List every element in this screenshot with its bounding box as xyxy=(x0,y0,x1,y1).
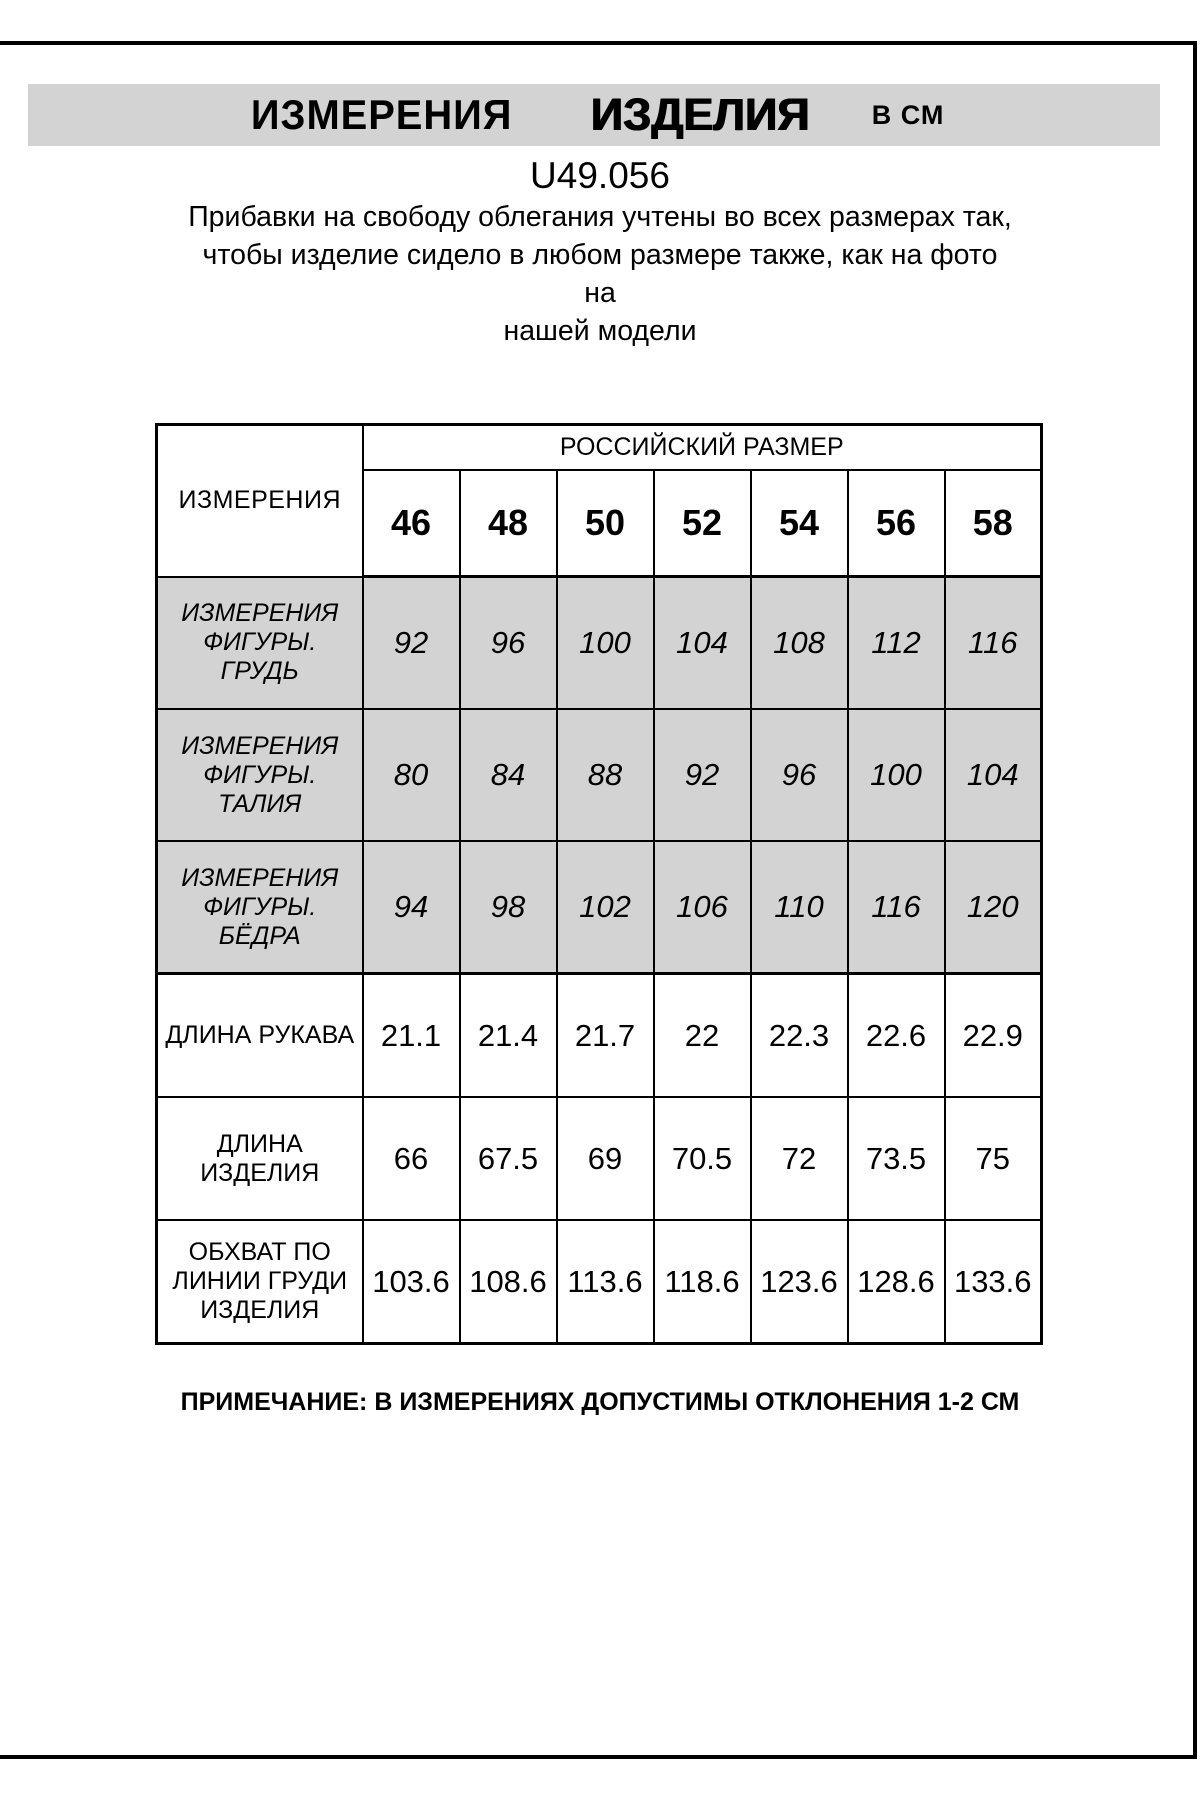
row-label-body-hips: ИЗМЕРЕНИЯ ФИГУРЫ. БЁДРА xyxy=(157,841,363,974)
table-cell: 22.3 xyxy=(751,974,848,1098)
row-label-chest-girth: ОБХВАТ ПО ЛИНИИ ГРУДИ ИЗДЕЛИЯ xyxy=(157,1220,363,1344)
table-cell: 80 xyxy=(363,709,460,841)
table-row-group-header xyxy=(157,425,1042,471)
table-cell: 75 xyxy=(945,1097,1042,1220)
table-cell: 67.5 xyxy=(460,1097,557,1220)
table-cell: 22.9 xyxy=(945,974,1042,1098)
row-label-item-length: ДЛИНА ИЗДЕЛИЯ xyxy=(157,1097,363,1220)
table-cell: 21.7 xyxy=(557,974,654,1098)
size-header-cell: 52 xyxy=(654,470,751,577)
size-header-cell: 56 xyxy=(848,470,945,577)
size-header-cell: 54 xyxy=(751,470,848,577)
table-cell: 118.6 xyxy=(654,1220,751,1344)
table-cell: 108.6 xyxy=(460,1220,557,1344)
tolerance-note: ПРИМЕЧАНИЕ: В ИЗМЕРЕНИЯХ ДОПУСТИМЫ ОТКЛОНЕНИЯ 1-2 СМ xyxy=(180,1388,1020,1416)
size-table xyxy=(155,423,1043,1345)
table-cell: 22 xyxy=(654,974,751,1098)
table-row-item-length xyxy=(157,1097,1042,1220)
table-cell: 113.6 xyxy=(557,1220,654,1344)
table-cell: 69 xyxy=(557,1097,654,1220)
header-word-measurements: ИЗМЕРЕНИЯ xyxy=(250,91,512,138)
corner-label-cell: ИЗМЕРЕНИЯ xyxy=(157,425,363,577)
table-cell: 73.5 xyxy=(848,1097,945,1220)
table-cell: 104 xyxy=(945,709,1042,841)
table-cell: 106 xyxy=(654,841,751,974)
table-cell: 96 xyxy=(751,709,848,841)
table-cell: 21.4 xyxy=(460,974,557,1098)
description-line-3: нашей модели xyxy=(503,315,697,347)
table-row-body-chest xyxy=(157,577,1042,710)
table-cell: 120 xyxy=(945,841,1042,974)
fit-description xyxy=(185,198,1015,350)
header-unit-cm: В СМ xyxy=(871,99,945,130)
table-row-body-waist xyxy=(157,709,1042,841)
table-cell: 116 xyxy=(848,841,945,974)
table-cell: 22.6 xyxy=(848,974,945,1098)
size-header-cell: 46 xyxy=(363,470,460,577)
table-row-body-hips xyxy=(157,841,1042,974)
table-cell: 108 xyxy=(751,577,848,710)
description-line-1: Прибавки на свободу облегания учтены во всех размерах так, xyxy=(188,201,1012,233)
size-header-cell: 48 xyxy=(460,470,557,577)
table-cell: 66 xyxy=(363,1097,460,1220)
table-cell: 110 xyxy=(751,841,848,974)
row-label-sleeve-length: ДЛИНА РУКАВА xyxy=(157,974,363,1098)
table-cell: 72 xyxy=(751,1097,848,1220)
table-cell: 102 xyxy=(557,841,654,974)
table-cell: 92 xyxy=(363,577,460,710)
table-cell: 98 xyxy=(460,841,557,974)
table-cell: 70.5 xyxy=(654,1097,751,1220)
table-cell: 96 xyxy=(460,577,557,710)
table-cell: 104 xyxy=(654,577,751,710)
table-cell: 123.6 xyxy=(751,1220,848,1344)
table-cell: 112 xyxy=(848,577,945,710)
size-header-cell: 58 xyxy=(945,470,1042,577)
header-word-product: ИЗДЕЛИЯ xyxy=(590,89,810,140)
table-cell: 21.1 xyxy=(363,974,460,1098)
row-label-body-waist: ИЗМЕРЕНИЯ ФИГУРЫ. ТАЛИЯ xyxy=(157,709,363,841)
table-row-sleeve-length xyxy=(157,974,1042,1098)
header-bar xyxy=(28,84,1160,146)
table-cell: 84 xyxy=(460,709,557,841)
table-cell: 100 xyxy=(557,577,654,710)
table-row-chest-girth xyxy=(157,1220,1042,1344)
table-cell: 133.6 xyxy=(945,1220,1042,1344)
table-cell: 103.6 xyxy=(363,1220,460,1344)
table-cell: 128.6 xyxy=(848,1220,945,1344)
russian-size-header-cell: РОССИЙСКИЙ РАЗМЕР xyxy=(363,425,1042,471)
size-header-cell: 50 xyxy=(557,470,654,577)
article-code: U49.056 xyxy=(530,155,670,196)
table-cell: 88 xyxy=(557,709,654,841)
table-cell: 100 xyxy=(848,709,945,841)
description-line-2: чтобы изделие сидело в любом размере также, как на фото на xyxy=(202,239,998,309)
row-label-body-chest: ИЗМЕРЕНИЯ ФИГУРЫ. ГРУДЬ xyxy=(157,577,363,710)
table-cell: 116 xyxy=(945,577,1042,710)
table-cell: 92 xyxy=(654,709,751,841)
table-cell: 94 xyxy=(363,841,460,974)
